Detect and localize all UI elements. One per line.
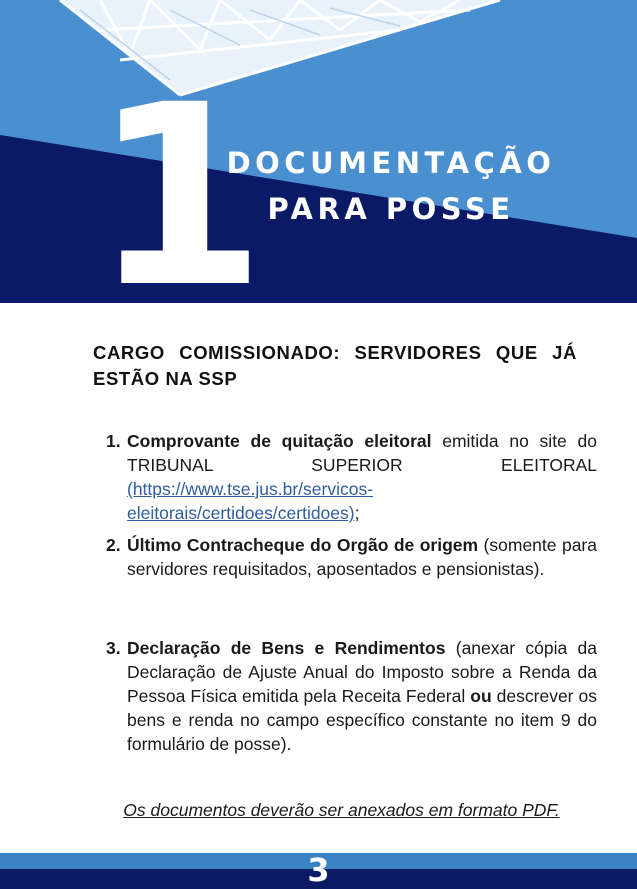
item-number: 3.: [106, 638, 121, 658]
page-number: 3: [307, 851, 330, 889]
list-item: [106, 636, 597, 756]
item-title: Declaração de Bens e Rendimentos: [127, 638, 446, 658]
page-title: [196, 140, 586, 232]
list-item: [106, 533, 597, 581]
item-title: Último Contracheque do Orgão de origem: [127, 535, 479, 555]
list-item: [106, 429, 597, 525]
item-text: Comprovante de quitação eleitoral emitida no site do TRIBUNAL SUPERIOR ELEITORAL (https://www.tse.jus.br/servicos-eleitorais/certidoes/certidoes);: [127, 431, 597, 523]
item-number: 2.: [106, 535, 121, 555]
section-heading: CARGO COMISSIONADO: SERVIDORES QUE JÁ ESTÃO NA SSP: [93, 342, 577, 389]
title-line-2: PARA POSSE: [267, 192, 515, 226]
item-text: Último Contracheque do Orgão de origem (somente para servidores requisitados, aposentados e pensionistas).: [127, 535, 597, 579]
section-number: 1: [92, 51, 256, 303]
item-title: Comprovante de quitação eleitoral: [127, 431, 432, 451]
item-number: 1.: [106, 431, 121, 451]
item-text: Declaração de Bens e Rendimentos (anexar cópia da Declaração de Ajuste Anual do Imposto sobre a Renda da Pessoa Física emitida pela Receita Federal ou descrever os bens e renda no campo específico constante no item 9 do formulário de posse).: [127, 638, 598, 754]
title-line-1: DOCUMENTAÇÃO: [226, 146, 556, 180]
pdf-format-note: Os documentos deverão ser anexados em formato PDF.: [123, 800, 560, 820]
tse-certidoes-link[interactable]: (https://www.tse.jus.br/servicos-eleitorais/certidoes/certidoes): [127, 479, 374, 523]
header-banner: [0, 0, 637, 303]
